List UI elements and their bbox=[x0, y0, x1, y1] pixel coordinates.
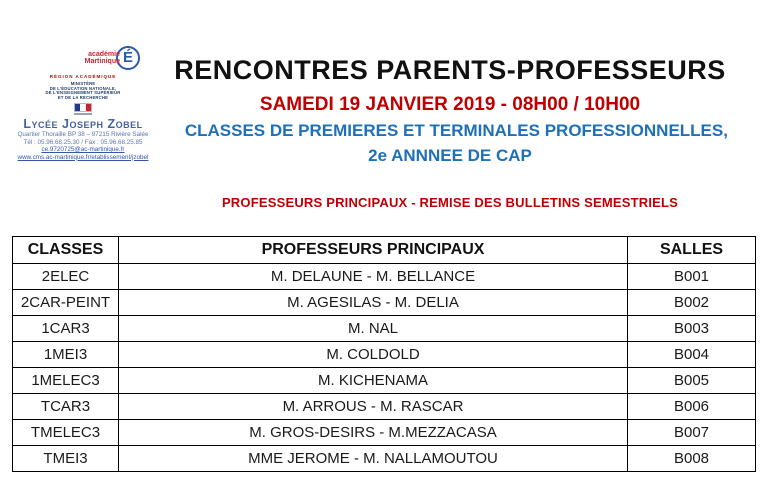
region-line: RÉGION ACADÉMIQUE bbox=[49, 74, 117, 79]
column-header-professeurs: PROFESSEURS PRINCIPAUX bbox=[119, 237, 628, 264]
audience-line-2: 2e ANNNEE DE CAP bbox=[368, 146, 532, 165]
cell-professeurs: M. COLDOLD bbox=[119, 342, 628, 368]
table-row bbox=[13, 446, 756, 472]
ministry-line: ET DE LA RECHERCHE bbox=[57, 94, 109, 100]
cell-professeurs: M. ARROUS - M. RASCAR bbox=[119, 394, 628, 420]
page-title: RENCONTRES PARENTS-PROFESSEURS bbox=[174, 55, 726, 85]
school-website-link[interactable]: www.cms.ac-martinique.fr/etablissement/jzobel bbox=[17, 153, 149, 161]
flag-caption-bar bbox=[74, 113, 92, 115]
cell-salle: B005 bbox=[628, 368, 756, 394]
academy-logo-line2: Martinique bbox=[84, 58, 120, 65]
academy-logo bbox=[14, 46, 152, 70]
column-header-classes: CLASSES bbox=[13, 237, 119, 264]
cell-professeurs: M. AGESILAS - M. DELIA bbox=[119, 290, 628, 316]
school-address: Quartier Thoraille BP 38 – 97215 Rivière Salée bbox=[17, 131, 149, 139]
cell-salle: B006 bbox=[628, 394, 756, 420]
table-row bbox=[13, 394, 756, 420]
note-line: PROFESSEURS PRINCIPAUX - REMISE DES BULLETINS SEMESTRIELS bbox=[221, 195, 679, 210]
cell-classe: 2CAR-PEINT bbox=[13, 290, 119, 316]
school-email-link[interactable]: ce.9720725@ac-martinique.fr bbox=[41, 146, 125, 154]
cell-classe: 1CAR3 bbox=[13, 316, 119, 342]
ministry-block bbox=[14, 82, 152, 100]
audience-line-1: CLASSES DE PREMIERES ET TERMINALES PROFESSIONNELLES, bbox=[184, 121, 728, 140]
table-row bbox=[13, 420, 756, 446]
table-header-row bbox=[13, 237, 756, 264]
cell-professeurs: MME JEROME - M. NALLAMOUTOU bbox=[119, 446, 628, 472]
ministry-line: DE L'ENSEIGNEMENT SUPÉRIEUR bbox=[45, 90, 121, 96]
school-phone-fax: Tél : 05.96.68.25.30 / Fax : 05.96.68.25.85 bbox=[23, 138, 143, 146]
ministry-line: MINISTÈRE bbox=[70, 81, 96, 86]
academy-logo-text bbox=[85, 51, 120, 65]
cell-classe: 1MELEC3 bbox=[13, 368, 119, 394]
cell-classe: 1MEI3 bbox=[13, 342, 119, 368]
cell-professeurs: M. DELAUNE - M. BELLANCE bbox=[119, 264, 628, 290]
letterhead bbox=[14, 46, 152, 161]
cell-salle: B001 bbox=[628, 264, 756, 290]
table-row bbox=[13, 342, 756, 368]
french-flag-icon bbox=[74, 103, 92, 112]
column-header-salles: SALLES bbox=[628, 237, 756, 264]
cell-professeurs: M. GROS-DESIRS - M.MEZZACASA bbox=[119, 420, 628, 446]
school-name: Lycée Joseph Zobel bbox=[23, 117, 143, 132]
table-row bbox=[13, 368, 756, 394]
schedule-table bbox=[12, 236, 756, 472]
table-row bbox=[13, 264, 756, 290]
cell-professeurs: M. KICHENAMA bbox=[119, 368, 628, 394]
event-date-line: SAMEDI 19 JANVIER 2019 - 08H00 / 10H00 bbox=[259, 94, 641, 115]
academy-badge-icon: É bbox=[116, 46, 140, 70]
cell-professeurs: M. NAL bbox=[119, 316, 628, 342]
cell-salle: B007 bbox=[628, 420, 756, 446]
table-row bbox=[13, 290, 756, 316]
cell-salle: B004 bbox=[628, 342, 756, 368]
cell-classe: TMEI3 bbox=[13, 446, 119, 472]
cell-salle: B002 bbox=[628, 290, 756, 316]
ministry-line: DE L'ÉDUCATION NATIONALE, bbox=[49, 85, 117, 91]
cell-classe: TCAR3 bbox=[13, 394, 119, 420]
academy-logo-line1: académie bbox=[88, 51, 120, 58]
cell-salle: B003 bbox=[628, 316, 756, 342]
table-row bbox=[13, 316, 756, 342]
cell-classe: 2ELEC bbox=[13, 264, 119, 290]
cell-salle: B008 bbox=[628, 446, 756, 472]
cell-classe: TMELEC3 bbox=[13, 420, 119, 446]
